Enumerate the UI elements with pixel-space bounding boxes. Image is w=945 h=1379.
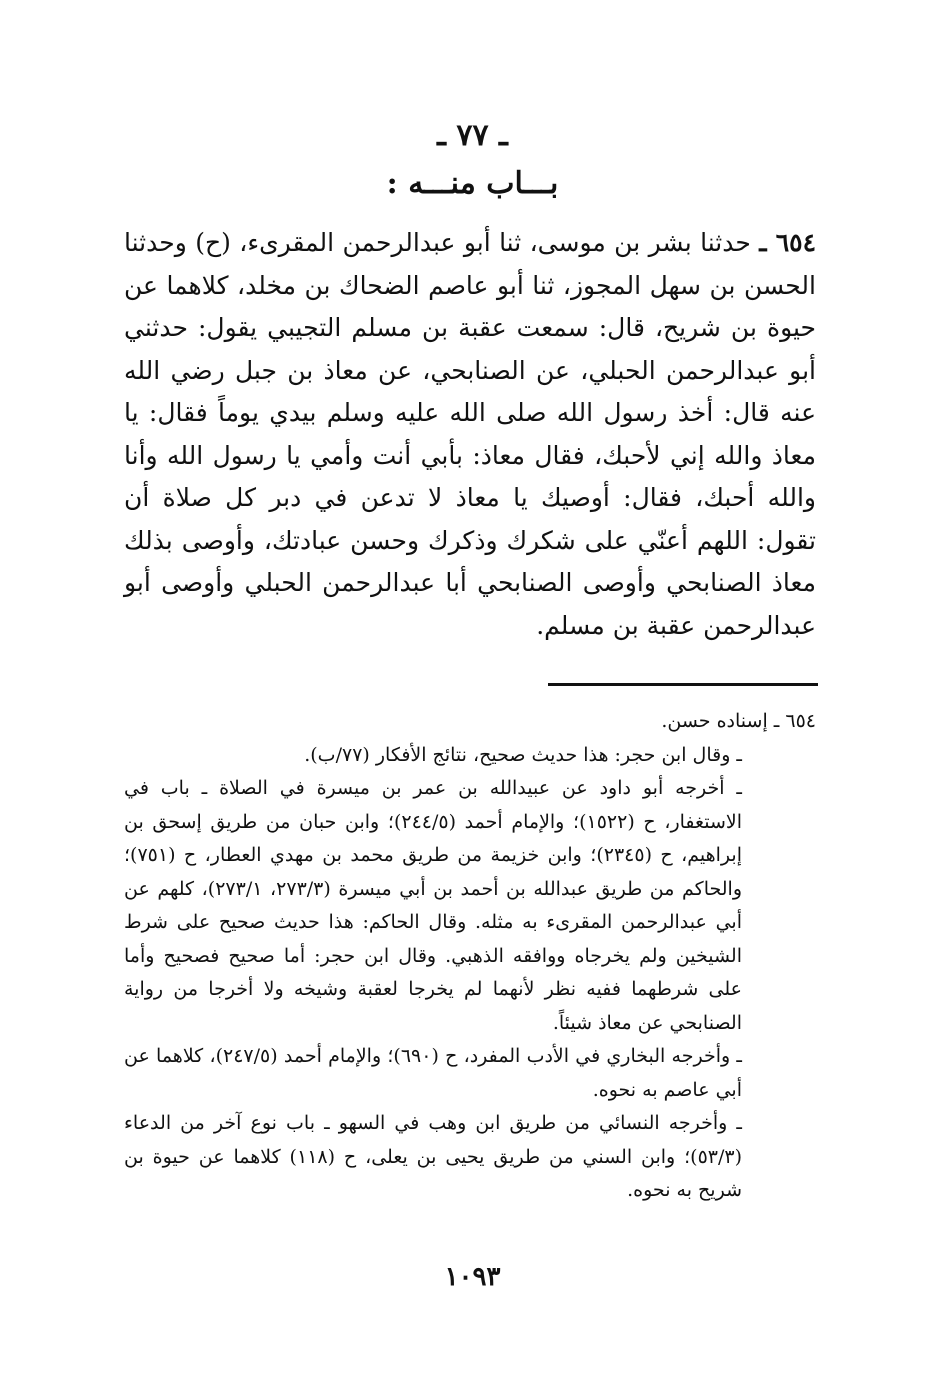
- footnote-item: ـ وأخرجه النسائي من طريق ابن وهب في السهو ـ باب نوع آخر من الدعاء (٥٣/٣)؛ وابن السني من طريق يحيى بن يعلى، ح (١١٨) كلاهما عن حيوة بن شريح به نحوه.: [124, 1112, 743, 1201]
- hadith-number: ٦٥٤ ـ: [759, 228, 817, 257]
- page-number-bottom: ١٠٩٣: [444, 1262, 501, 1292]
- footnote-divider: [548, 683, 818, 686]
- footnote-item: ـ أخرجه أبو داود عن عبيدالله بن عمر بن ميسرة في الصلاة ـ باب في الاستغفار، ح (١٥٢٢)؛ والإمام أحمد (٢٤٤/٥)؛ وابن حبان من طريق إسحق بن إبراهيم، ح (٢٣٤٥)؛ وابن خزيمة من طريق محمد بن مهدي العطار، ح (٧٥١)؛ والحاكم من طريق عبدالله بن أحمد بن أبي ميسرة (٢٧٣/٣، ٢٧٣/١)، كلهم عن أبي عبدالرحمن المقرىء به مثله. وقال الحاكم: هذا حديث صحيح على شرط الشيخين ولم يخرجاه ووافقه الذهبي. وقال ابن حجر: أما صحيح فصحيح وأما على شرطهما ففيه نظر لأنهما لم يخرجا لعقبة وشيخه ولا أخرجا من رواية الصنابحي عن معاذ شيئاً.: [124, 777, 742, 1034]
- page-number-top: ـ ٧٧ ـ: [437, 118, 508, 153]
- chapter-title: بـــاب منـــه :: [386, 166, 559, 201]
- footnotes-block: [124, 705, 816, 1208]
- footnote-item: ـ وأخرجه البخاري في الأدب المفرد، ح (٦٩٠)؛ والإمام أحمد (٢٤٧/٥)، كلاهما عن أبي عاصم به نحوه.: [124, 1045, 742, 1101]
- hadith-text-block: [124, 222, 816, 647]
- hadith-paragraph: [124, 222, 816, 647]
- hadith-body: حدثنا بشر بن موسى، ثنا أبو عبدالرحمن المقرىء، (ح) وحدثنا الحسن بن سهل المجوز، ثنا أبو عاصم الضحاك بن مخلد، كلاهما عن حيوة بن شريح، قال: سمعت عقبة بن مسلم التجيبي يقول: حدثني أبو عبدالرحمن الحبلي، عن الصنابحي، عن معاذ بن جبل رضي الله عنه قال: أخذ رسول الله صلى الله عليه وسلم بيدي يوماً فقال: يا معاذ والله إني لأحبك، فقال معاذ: بأبي أنت وأمي يا رسول الله وأنا والله أحبك، فقال: أوصيك يا معاذ لا تدعن في دبر كل صلاة أن تقول: اللهم أعنّي على شكرك وذكرك وحسن عبادتك، وأوصى بذلك معاذ الصنابحي وأوصى الصنابحي أبا عبدالرحمن الحبلي وأوصى أبو عبدالرحمن عقبة بن مسلم.: [124, 228, 816, 640]
- footnote-item: ـ وقال ابن حجر: هذا حديث صحيح، نتائج الأفكار (٧٧/ب).: [304, 743, 742, 766]
- footnote-heading: ٦٥٤ ـ إسناده حسن.: [661, 710, 816, 732]
